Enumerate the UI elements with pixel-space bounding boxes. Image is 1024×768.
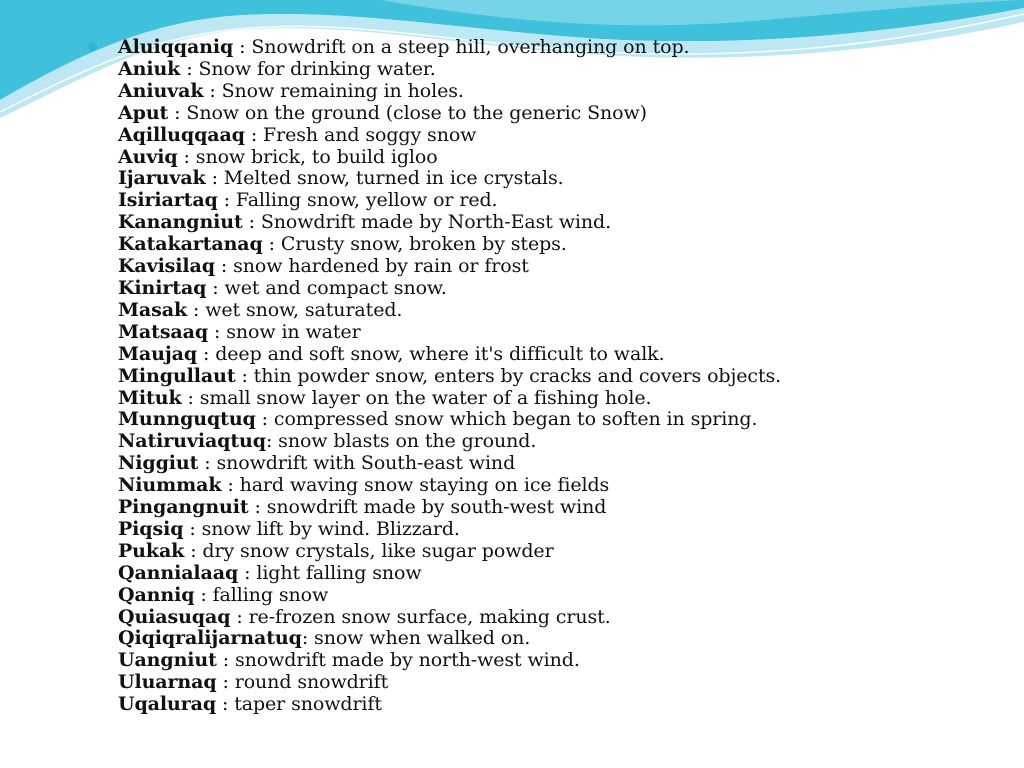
bullet-icon — [88, 42, 97, 51]
term: Aniuk — [118, 57, 181, 80]
list-item — [118, 431, 998, 453]
definition: : light falling snow — [238, 561, 422, 584]
definition: : Snowdrift on a steep hill, overhanging on top. — [233, 36, 690, 58]
term: Masak — [118, 298, 188, 321]
term: Pingangnuit — [118, 496, 249, 519]
definition: : round snowdrift — [216, 671, 389, 694]
term: Quiasuqaq — [118, 605, 231, 628]
list-item — [118, 278, 998, 300]
definition: : Crusty snow, broken by steps. — [262, 233, 567, 256]
definition: : snowdrift with South-east wind — [198, 452, 516, 475]
list-item — [118, 344, 998, 366]
list-item — [118, 59, 998, 81]
list-item — [118, 388, 998, 410]
term: Aniuvak — [118, 79, 204, 102]
definition: : snow hardened by rain or frost — [214, 255, 529, 278]
definition: : taper snowdrift — [216, 693, 382, 716]
definition: : Falling snow, yellow or red. — [217, 189, 498, 212]
definition: : small snow layer on the water of a fishing hole. — [181, 386, 652, 409]
term: Maujaq — [118, 342, 198, 365]
list-item — [118, 694, 998, 716]
term: Uluarnaq — [118, 671, 217, 694]
list-item — [118, 256, 998, 278]
list-item — [118, 300, 998, 322]
definition: : re-frozen snow surface, making crust. — [230, 605, 611, 628]
term: Pukak — [118, 539, 185, 562]
list-item — [118, 168, 998, 190]
list-item — [118, 607, 998, 629]
list-item — [118, 103, 998, 125]
term: Niggiut — [118, 452, 199, 475]
term: Kanangniut — [118, 211, 243, 234]
list-item — [118, 37, 998, 59]
definition: : snow when walked on. — [301, 627, 531, 650]
list-item — [118, 519, 998, 541]
list-item — [118, 497, 998, 519]
definition: : snowdrift made by south-west wind — [248, 496, 607, 519]
list-item — [118, 125, 998, 147]
term: Matsaaq — [118, 320, 209, 343]
definition: : dry snow crystals, like sugar powder — [184, 539, 554, 562]
list-item — [118, 212, 998, 234]
term: Mituk — [118, 386, 182, 409]
definition: : compressed snow which began to soften in spring. — [255, 408, 758, 431]
term: Mingullaut — [118, 364, 236, 387]
list-item — [118, 585, 998, 607]
definition: : thin powder snow, enters by cracks and covers objects. — [235, 364, 782, 387]
term: Qanniq — [118, 583, 195, 606]
list-item — [118, 563, 998, 585]
term: Qiqiqralijarnatuq — [118, 627, 302, 650]
list-item — [118, 475, 998, 497]
list-item — [118, 147, 998, 169]
list-item — [118, 453, 998, 475]
term: Uqaluraq — [118, 693, 217, 716]
definition: : Snow on the ground (close to the generic Snow) — [168, 101, 647, 124]
list-item — [118, 322, 998, 344]
definition: : snow in water — [208, 320, 361, 343]
definition: : falling snow — [194, 583, 329, 606]
term: Auviq — [118, 145, 178, 168]
term: Aqilluqqaaq — [118, 123, 245, 146]
list-item — [118, 650, 998, 672]
definition: : deep and soft snow, where it's difficult to walk. — [197, 342, 665, 365]
list-item — [118, 409, 998, 431]
term: Ijaruvak — [118, 167, 206, 190]
list-item — [118, 628, 998, 650]
term: Niummak — [118, 474, 222, 497]
list-item — [118, 672, 998, 694]
term: Kavisilaq — [118, 255, 215, 278]
list-item — [118, 190, 998, 212]
list-item — [118, 366, 998, 388]
definition: : wet and compact snow. — [206, 276, 447, 299]
definition: : snow lift by wind. Blizzard. — [183, 517, 460, 540]
term: Natiruviaqtuq — [118, 430, 266, 453]
definition: : Snow for drinking water. — [180, 57, 436, 80]
term: Munnguqtuq — [118, 408, 256, 431]
term: Katakartanaq — [118, 233, 263, 256]
definition: : hard waving snow staying on ice fields — [221, 474, 610, 497]
definition: : snowdrift made by north-west wind. — [216, 649, 580, 672]
definition: : Snowdrift made by North-East wind. — [242, 211, 612, 234]
term: Isiriartaq — [118, 189, 218, 212]
definition: : snow brick, to build igloo — [177, 145, 438, 168]
list-item — [118, 81, 998, 103]
term: Piqsiq — [118, 517, 184, 540]
term: Aluiqqaniq — [118, 36, 234, 58]
term: Aput — [118, 101, 169, 124]
definition: : wet snow, saturated. — [187, 298, 403, 321]
term: Kinirtaq — [118, 276, 207, 299]
glossary-list — [118, 37, 998, 716]
term: Qannialaaq — [118, 561, 239, 584]
list-item — [118, 541, 998, 563]
list-item — [118, 234, 998, 256]
definition: : Fresh and soggy snow — [244, 123, 477, 146]
term: Uangniut — [118, 649, 217, 672]
definition: : snow blasts on the ground. — [265, 430, 537, 453]
definition: : Melted snow, turned in ice crystals. — [205, 167, 564, 190]
definition: : Snow remaining in holes. — [203, 79, 464, 102]
